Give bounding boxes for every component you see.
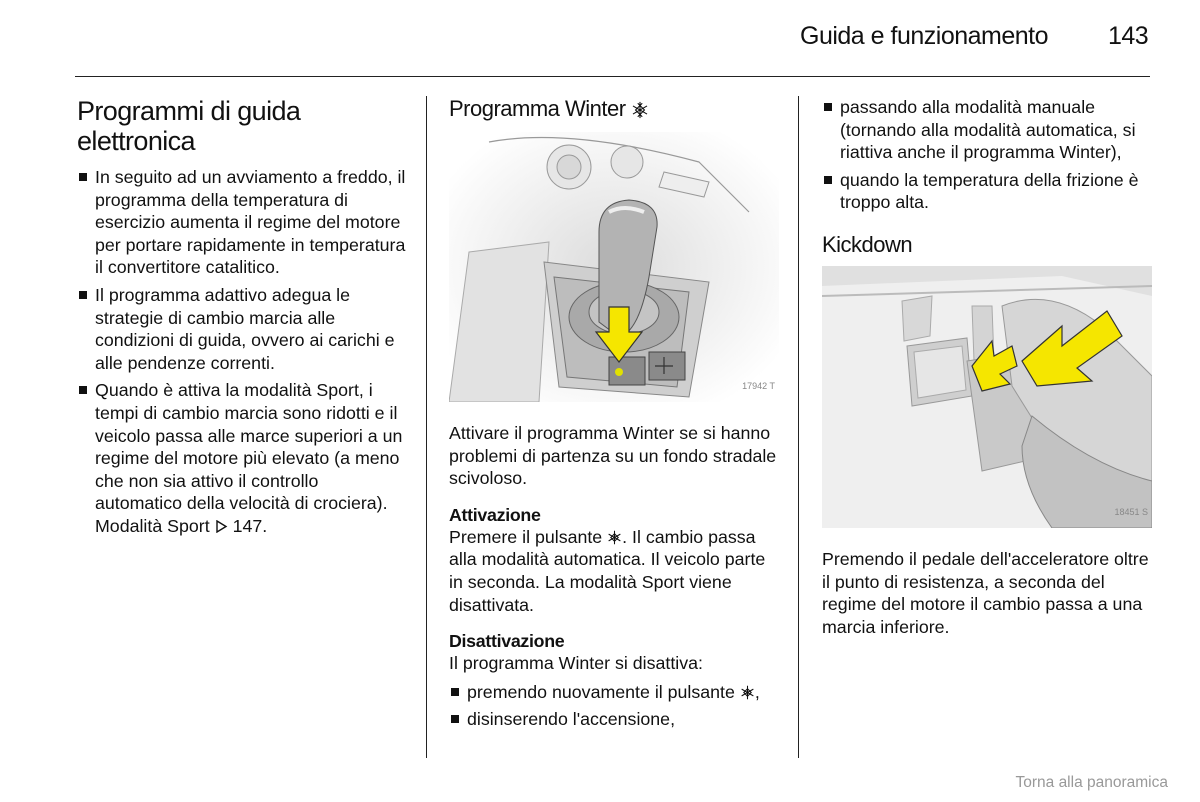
gear-selector-illustration [449, 132, 779, 402]
header-title: Guida e funzionamento [800, 22, 1049, 50]
kickdown-text: Premendo il pedale dell'acceleratore oltre il punto di resistenza, a seconda del regime del motore il cambio passa a una marcia inferiore. [822, 548, 1149, 637]
list-item: premendo nuovamente il pulsante , [449, 681, 779, 704]
list-item: disinserendo l'accensione, [449, 708, 779, 731]
column-divider-1 [426, 96, 427, 758]
list-item-text: Quando è attiva la modalità Sport, i tempi di cambio marcia sono ridotti e il veicolo passa alle marce superiori a un regime del motore più elevato (a meno che non sia attivo il controllo automatico della velocità di crociera). Modalità Sport [95, 380, 403, 536]
activation-text: Premere il pulsante . Il cambio passa alla modalità automatica. Il veicolo parte in seconda. La modalità Sport viene disattivata. [449, 526, 766, 615]
arrow-right-icon [215, 516, 228, 536]
header-rule [75, 76, 1150, 77]
deactivation-intro: Il programma Winter si disattiva: [449, 653, 703, 674]
back-to-overview-link[interactable]: Torna alla panoramica [1015, 774, 1168, 791]
activation-heading: Attivazione [449, 504, 541, 525]
kickdown-pedal-illustration [822, 266, 1152, 528]
deactivation-list [449, 681, 779, 731]
figure-code: 18451 S [1114, 507, 1148, 518]
column-electronic-programs [77, 96, 407, 543]
winter-intro-text: Attivare il programma Winter se si hanno problemi di partenza su un fondo stradale scivoloso. [449, 423, 777, 489]
column-winter-program [449, 96, 779, 736]
section-heading-kickdown: Kickdown [822, 231, 913, 257]
electronic-programs-list [77, 166, 407, 538]
snowflake-icon [740, 682, 755, 702]
sport-page-ref[interactable]: 147. [232, 515, 268, 536]
list-item: Il programma adattivo adegua le strategie di cambio marcia alle condizioni di guida, ovvero ai carichi e alle pendenze correnti. [77, 284, 407, 374]
kickdown-drawing [822, 266, 1152, 528]
figure-code: 17942 T [742, 381, 775, 392]
section-heading-winter: Programma Winter [449, 96, 779, 122]
deactivation-list-continued [822, 96, 1152, 214]
column-divider-2 [798, 96, 799, 758]
list-item [77, 379, 407, 537]
column-kickdown [822, 96, 1152, 638]
section-heading-electronic-programs: Programmi di guida elettronica [77, 96, 301, 156]
list-item: passando alla modalità manuale (tornando alla modalità automatica, si riattiva anche il programma Winter), [822, 96, 1152, 164]
list-item: quando la temperatura della frizione è troppo alta. [822, 169, 1152, 214]
deactivation-heading: Disattivazione [449, 631, 565, 652]
page-number: 143 [1108, 22, 1149, 50]
gear-selector-drawing [449, 132, 779, 402]
snowflake-icon [631, 96, 649, 121]
list-item: In seguito ad un avviamento a freddo, il programma della temperatura di esercizio aumenta il regime del motore per portare rapidamente in temperatura il convertitore catalitico. [77, 166, 407, 279]
snowflake-icon [607, 527, 622, 547]
